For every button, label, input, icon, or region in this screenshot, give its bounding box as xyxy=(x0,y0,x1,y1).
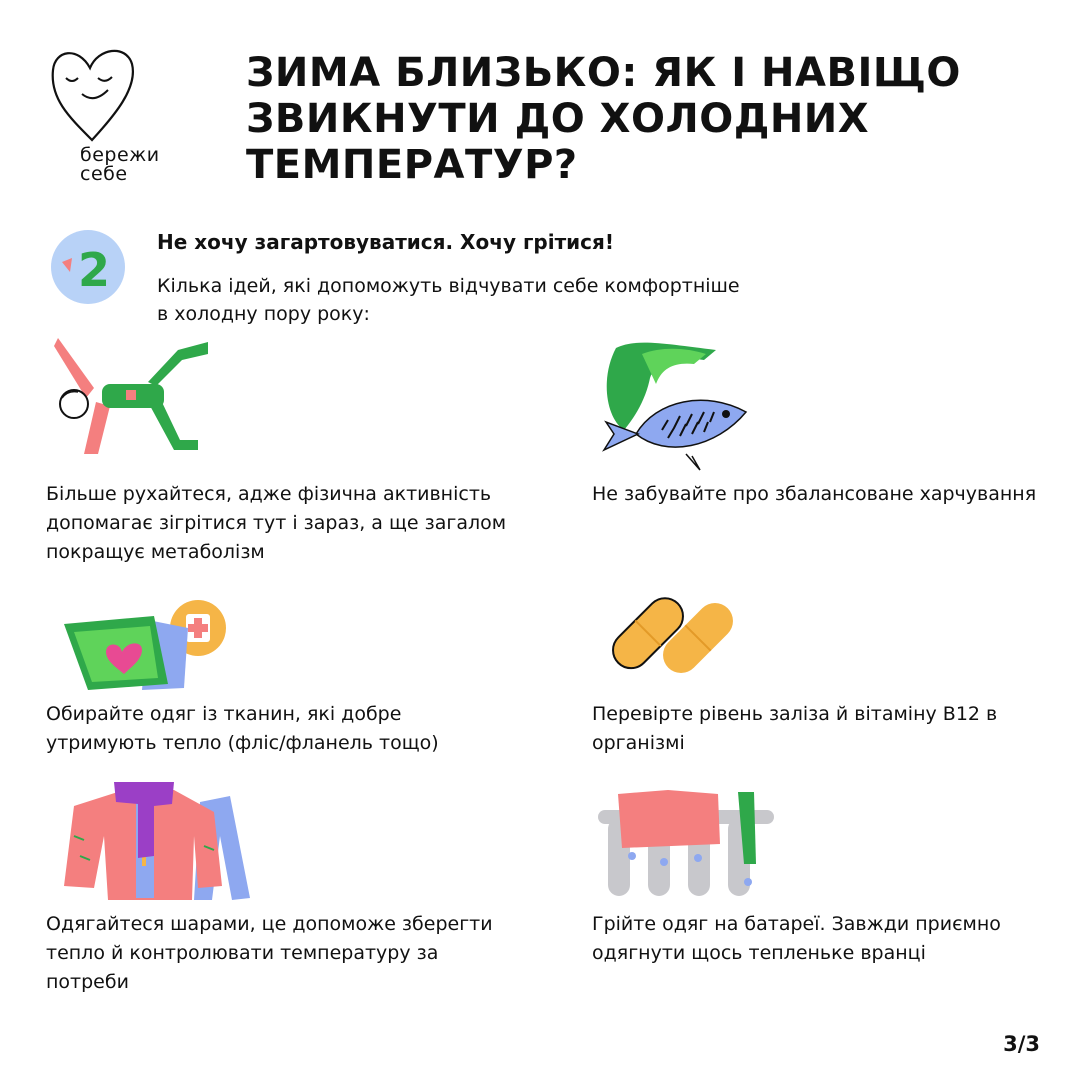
tip-text-layers: Одягайтеся шарами, це допоможе зберегти тепло й контролювати температуру за потреби xyxy=(46,913,493,993)
radiator-clothes-icon xyxy=(598,784,778,900)
section-intro: Кілька ідей, які допоможуть відчувати себе комфортніше в холодну пору року: xyxy=(157,275,740,325)
fish-greens-icon xyxy=(596,338,758,478)
section-number: 2 xyxy=(77,243,111,297)
tip-text-fabric: Обирайте одяг із тканин, які добре утримують тепло (фліс/фланель тощо) xyxy=(46,703,439,754)
section-heading: Не хочу загартовуватися. Хочу грітися! xyxy=(157,230,614,254)
tip-text-radiator: Грійте одяг на батареї. Завжди приємно одягнути щось тепленьке вранці xyxy=(592,913,1001,964)
page-indicator: 3/3 xyxy=(1003,1032,1040,1056)
layered-clothes-icon xyxy=(54,776,258,906)
yoga-person-icon xyxy=(48,332,216,462)
vitamin-pills-icon xyxy=(598,576,748,694)
tip-text-movement: Більше рухайтеся, адже фізична активність допомагає зігрітися тут і зараз, а ще загалом покращує метаболізм xyxy=(46,483,507,563)
fleece-fabric-icon xyxy=(58,598,228,698)
page-title: ЗИМА БЛИЗЬКО: ЯК І НАВІЩО ЗВИКНУТИ ДО ХОЛОДНИХ ТЕМПЕРАТУР? xyxy=(246,50,961,188)
heart-logo-icon xyxy=(48,40,138,144)
section-number-badge xyxy=(48,228,128,306)
brand-name: бережи себе xyxy=(80,144,160,185)
tip-text-nutrition: Не забувайте про збалансоване харчування xyxy=(592,483,1037,505)
tip-text-vitamins: Перевірте рівень заліза й вітаміну B12 в організмі xyxy=(592,703,998,754)
